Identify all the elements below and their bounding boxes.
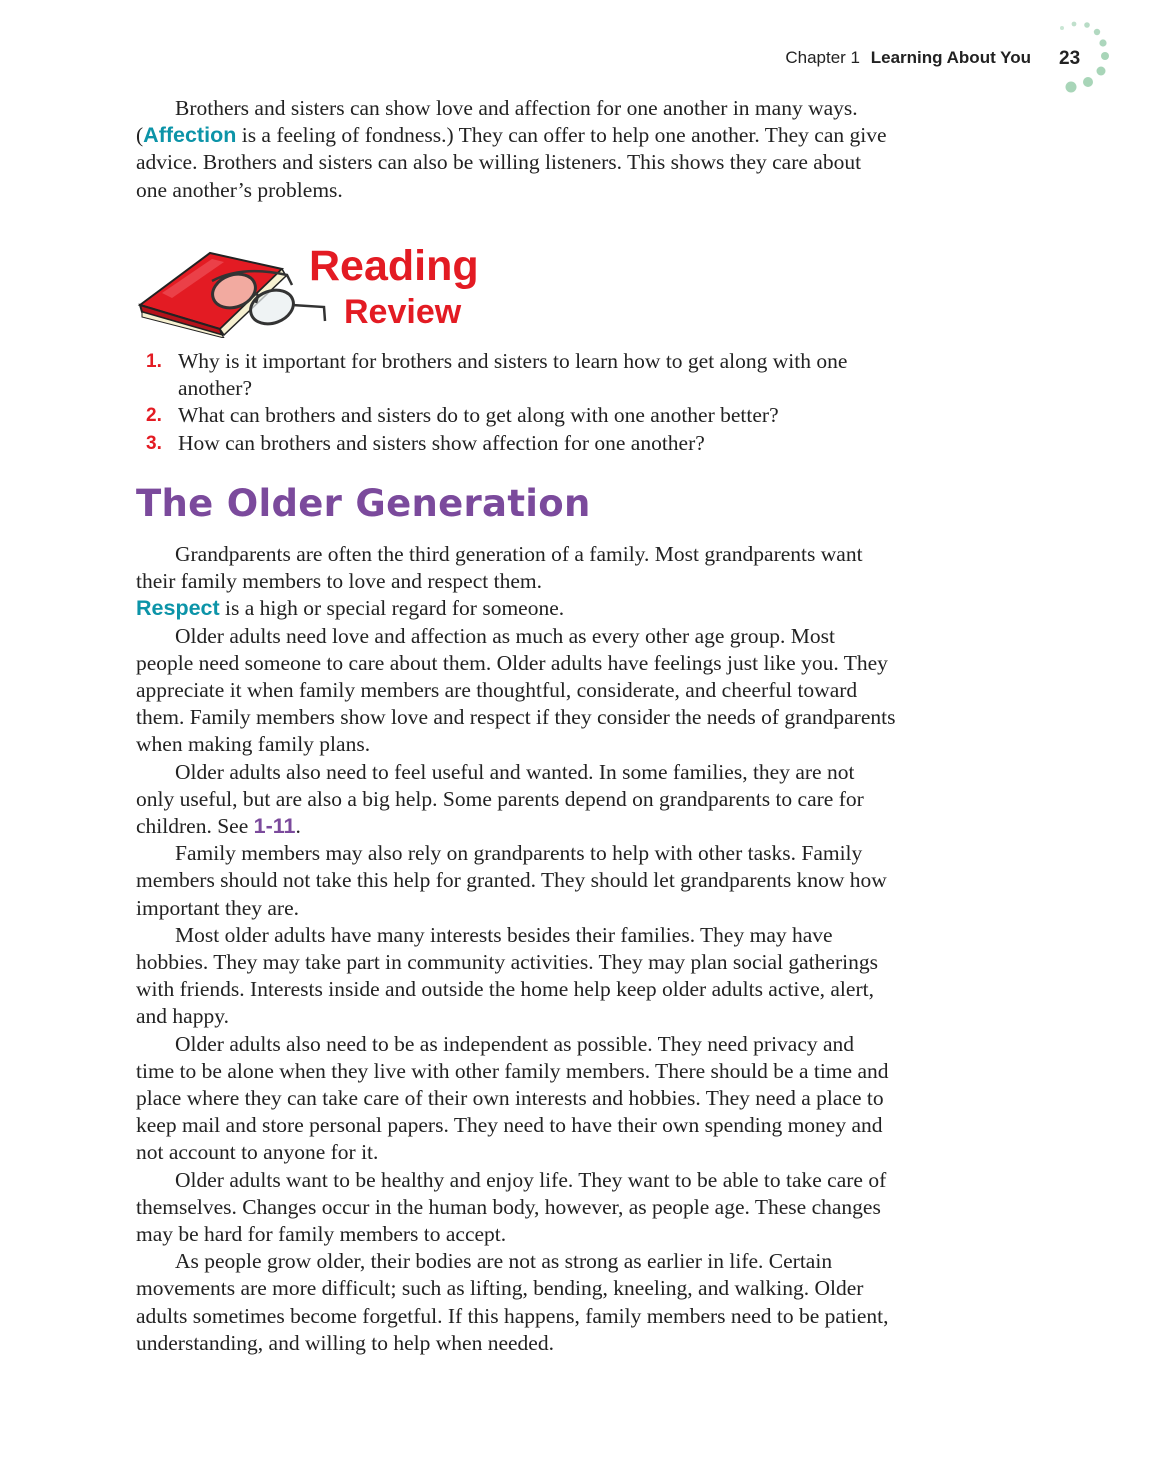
question-text: How can brothers and sisters show affection for one another? bbox=[178, 430, 705, 455]
paragraph-text-end: . bbox=[295, 814, 301, 839]
running-header bbox=[785, 48, 1031, 68]
review-question bbox=[136, 402, 916, 429]
definition-text: is a high or special regard for someone. bbox=[219, 596, 565, 621]
section-body bbox=[136, 541, 896, 1357]
intro-text-start: Brothers and sisters can show love and affection for one another in many ways. ( bbox=[136, 96, 858, 148]
section-heading: The Older Generation bbox=[136, 482, 591, 525]
paragraph: Older adults want to be healthy and enjoy life. They want to be able to take care of themselves. Changes occur in the human body, however, as people age. These changes may be hard for family members to accept. bbox=[136, 1167, 887, 1247]
page-number: 23 bbox=[1059, 48, 1081, 69]
reading-review-title-line1: Reading bbox=[309, 242, 479, 290]
reading-review-title-line2: Review bbox=[344, 293, 462, 331]
book-and-glasses-icon bbox=[132, 243, 332, 338]
intro-text bbox=[136, 95, 896, 204]
review-questions bbox=[136, 348, 916, 457]
figure-reference-link[interactable]: 1-11 bbox=[253, 814, 296, 839]
question-number: 2. bbox=[146, 405, 162, 427]
intro-paragraph bbox=[136, 95, 896, 204]
paragraph: As people grow older, their bodies are not as strong as earlier in life. Certain movements are more difficult; such as lifting, bending, kneeling, and walking. Older adults sometimes become forgetful. If this happens, family members need to be patient, understanding, and willing to help when needed. bbox=[136, 1249, 889, 1355]
question-number: 3. bbox=[146, 432, 162, 454]
keyword-respect: Respect bbox=[136, 596, 220, 621]
chapter-label: Chapter 1 bbox=[785, 48, 861, 67]
review-question bbox=[136, 430, 916, 457]
paragraph: Older adults also need to be as independent as possible. They need privacy and time to be alone when they live with other family members. There should be a time and place where they can take care of their own interests and hobbies. They need a place to keep mail and store personal papers. They need to have their own spending money and not account to anyone for it. bbox=[136, 1031, 889, 1165]
intro-text-end: is a feeling of fondness.) They can offer to help one another. They can give advice. Brothers and sisters can also be willing listeners. This shows they care about one another’s problems. bbox=[136, 123, 887, 202]
paragraph: Family members may also rely on grandparents to help with other tasks. Family members should not take this help for granted. They should let grandparents know how important they are. bbox=[136, 841, 887, 920]
paragraph: Older adults need love and affection as much as every other age group. Most people need someone to care about them. Older adults have feelings just like you. They appreciate it when family members are thoughtful, considerate, and cheerful toward them. Family members show love and respect if they consider the needs of grandparents when making family plans. bbox=[136, 623, 896, 757]
paragraph: Most older adults have many interests besides their families. They may have hobbies. They may take part in community activities. They may plan social gatherings with friends. Interests inside and outside the home help keep older adults active, alert, and happy. bbox=[136, 922, 878, 1029]
paragraph: Grandparents are often the third generation of a family. Most grandparents want their family members to love and respect them. bbox=[136, 542, 863, 594]
paragraph bbox=[136, 595, 896, 622]
question-number: 1. bbox=[146, 351, 162, 372]
decorative-dots-icon bbox=[1050, 18, 1120, 98]
review-question bbox=[136, 348, 916, 402]
paragraph-text: Older adults also need to feel useful and wanted. In some families, they are not only useful, but are also a big help. Some parents depend on grandparents to care for children. See bbox=[136, 759, 864, 839]
keyword-affection: Affection bbox=[143, 123, 237, 148]
chapter-title: Learning About You bbox=[870, 48, 1031, 67]
question-text: What can brothers and sisters do to get along with one another better? bbox=[178, 403, 779, 428]
paragraph bbox=[136, 759, 896, 841]
question-text: Why is it important for brothers and sisters to learn how to get along with one another? bbox=[178, 349, 848, 401]
